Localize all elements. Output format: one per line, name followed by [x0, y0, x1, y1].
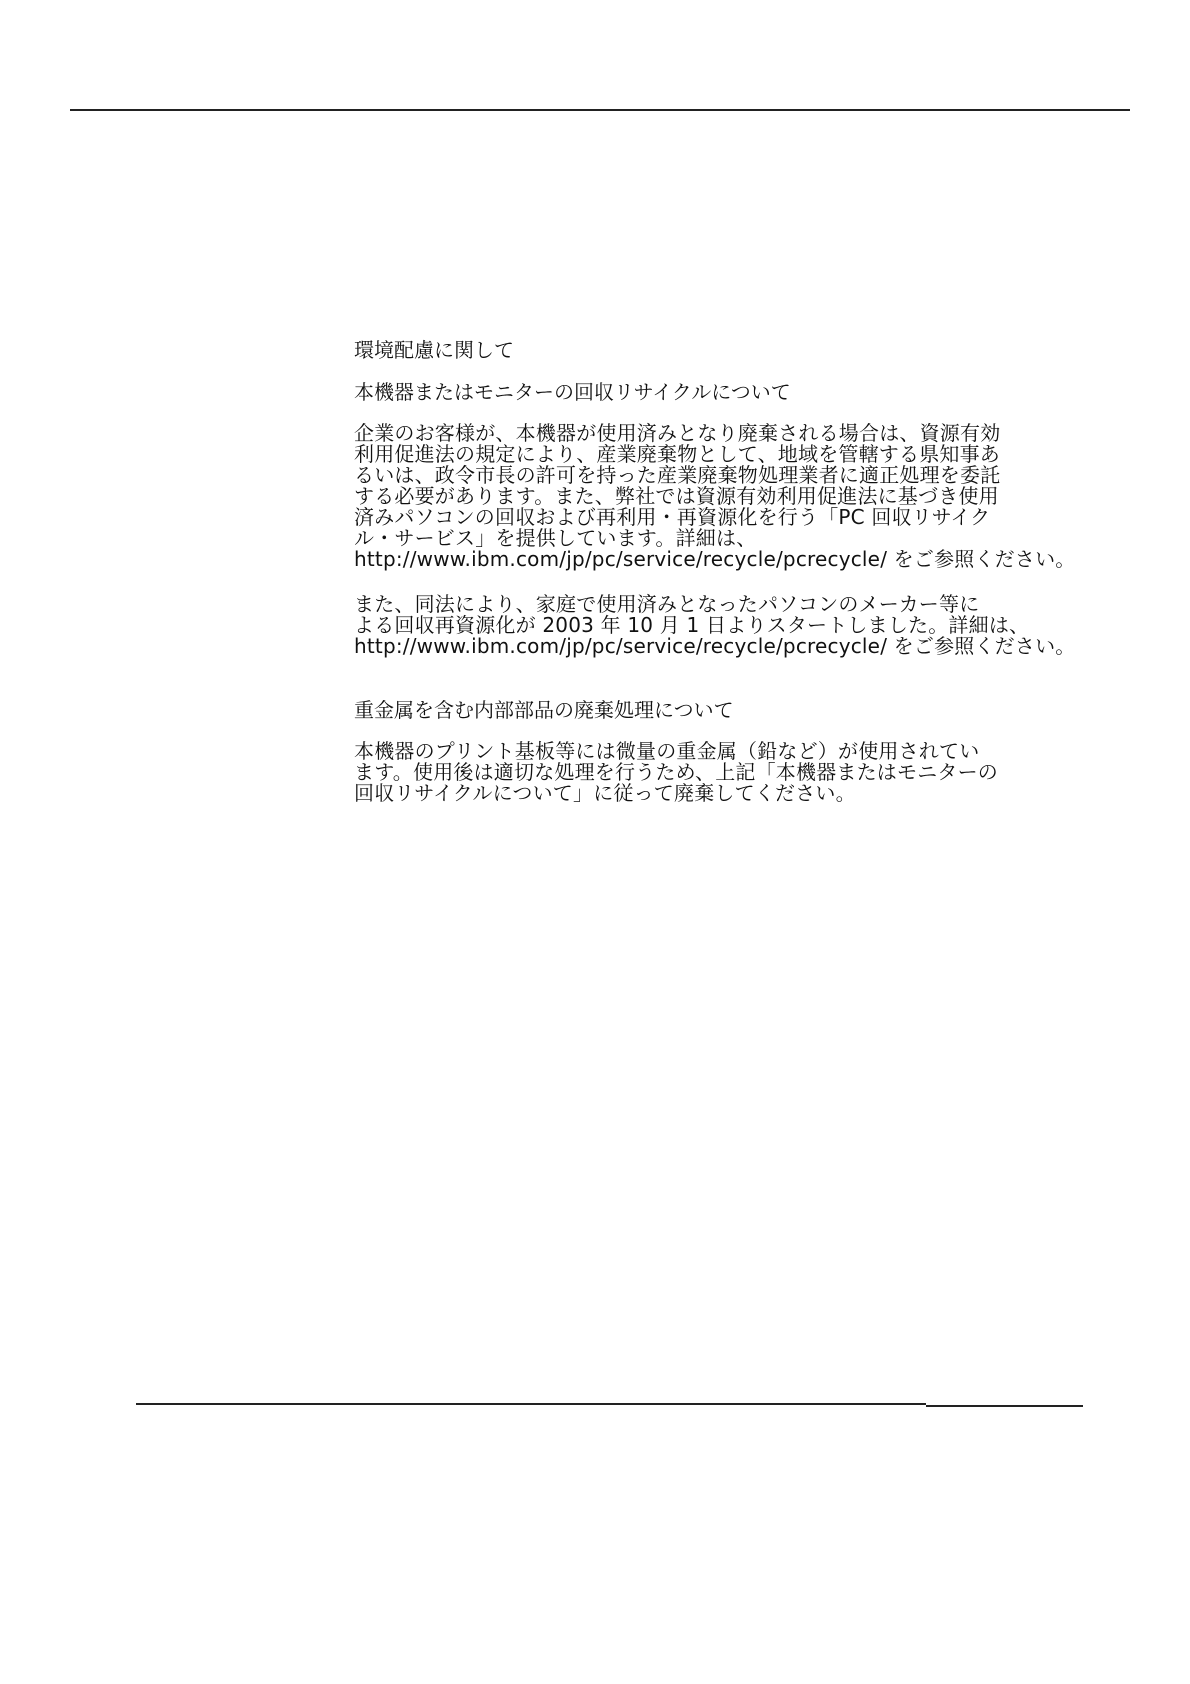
household-recycle-paragraph: また、同法により、家庭で使用済みとなったパソコンのメーカー等に よる回収再資源化が 2003 年 10 月 1 日よりスタートしました。詳細は、 http://www.ibm.com/jp/pc/service/recycle/pcrecycle/ をご参照ください。	[354, 592, 1076, 658]
business-recycle-paragraph: 企業のお客様が、本機器が使用済みとなり廃棄される場合は、資源有効 利用促進法の規定により、産業廃棄物として、地域を管轄する県知事あ るいは、政令市長の許可を持った産業廃棄物処理業者に適正処理を委託 する必要があります。また、弊社では資源有効利用促進法に基づき使用 済みパソコンの回収および再利用・再資源化を行う「PC 回収リサイク ル・サービス」を提供しています。詳細は、 http://www.ibm.com/jp/pc/service/recycle/pcrecycle/ をご参照ください。	[354, 421, 1076, 571]
recycle-section-heading: 本機器またはモニターの回収リサイクルについて	[354, 380, 791, 404]
document-body	[354, 337, 1084, 804]
document-title: 環境配慮に関して	[354, 338, 514, 362]
bottom-rule-left	[136, 1403, 926, 1405]
heavy-metal-paragraph: 本機器のプリント基板等には微量の重金属（鉛など）が使用されてい ます。使用後は適切な処理を行うため、上記「本機器またはモニターの 回収リサイクルについて」に従って廃棄してください。	[354, 739, 998, 805]
heavy-metal-section-heading: 重金属を含む内部部品の廃棄処理について	[354, 698, 734, 722]
bottom-rule-right	[926, 1405, 1083, 1407]
top-rule	[70, 109, 1130, 111]
